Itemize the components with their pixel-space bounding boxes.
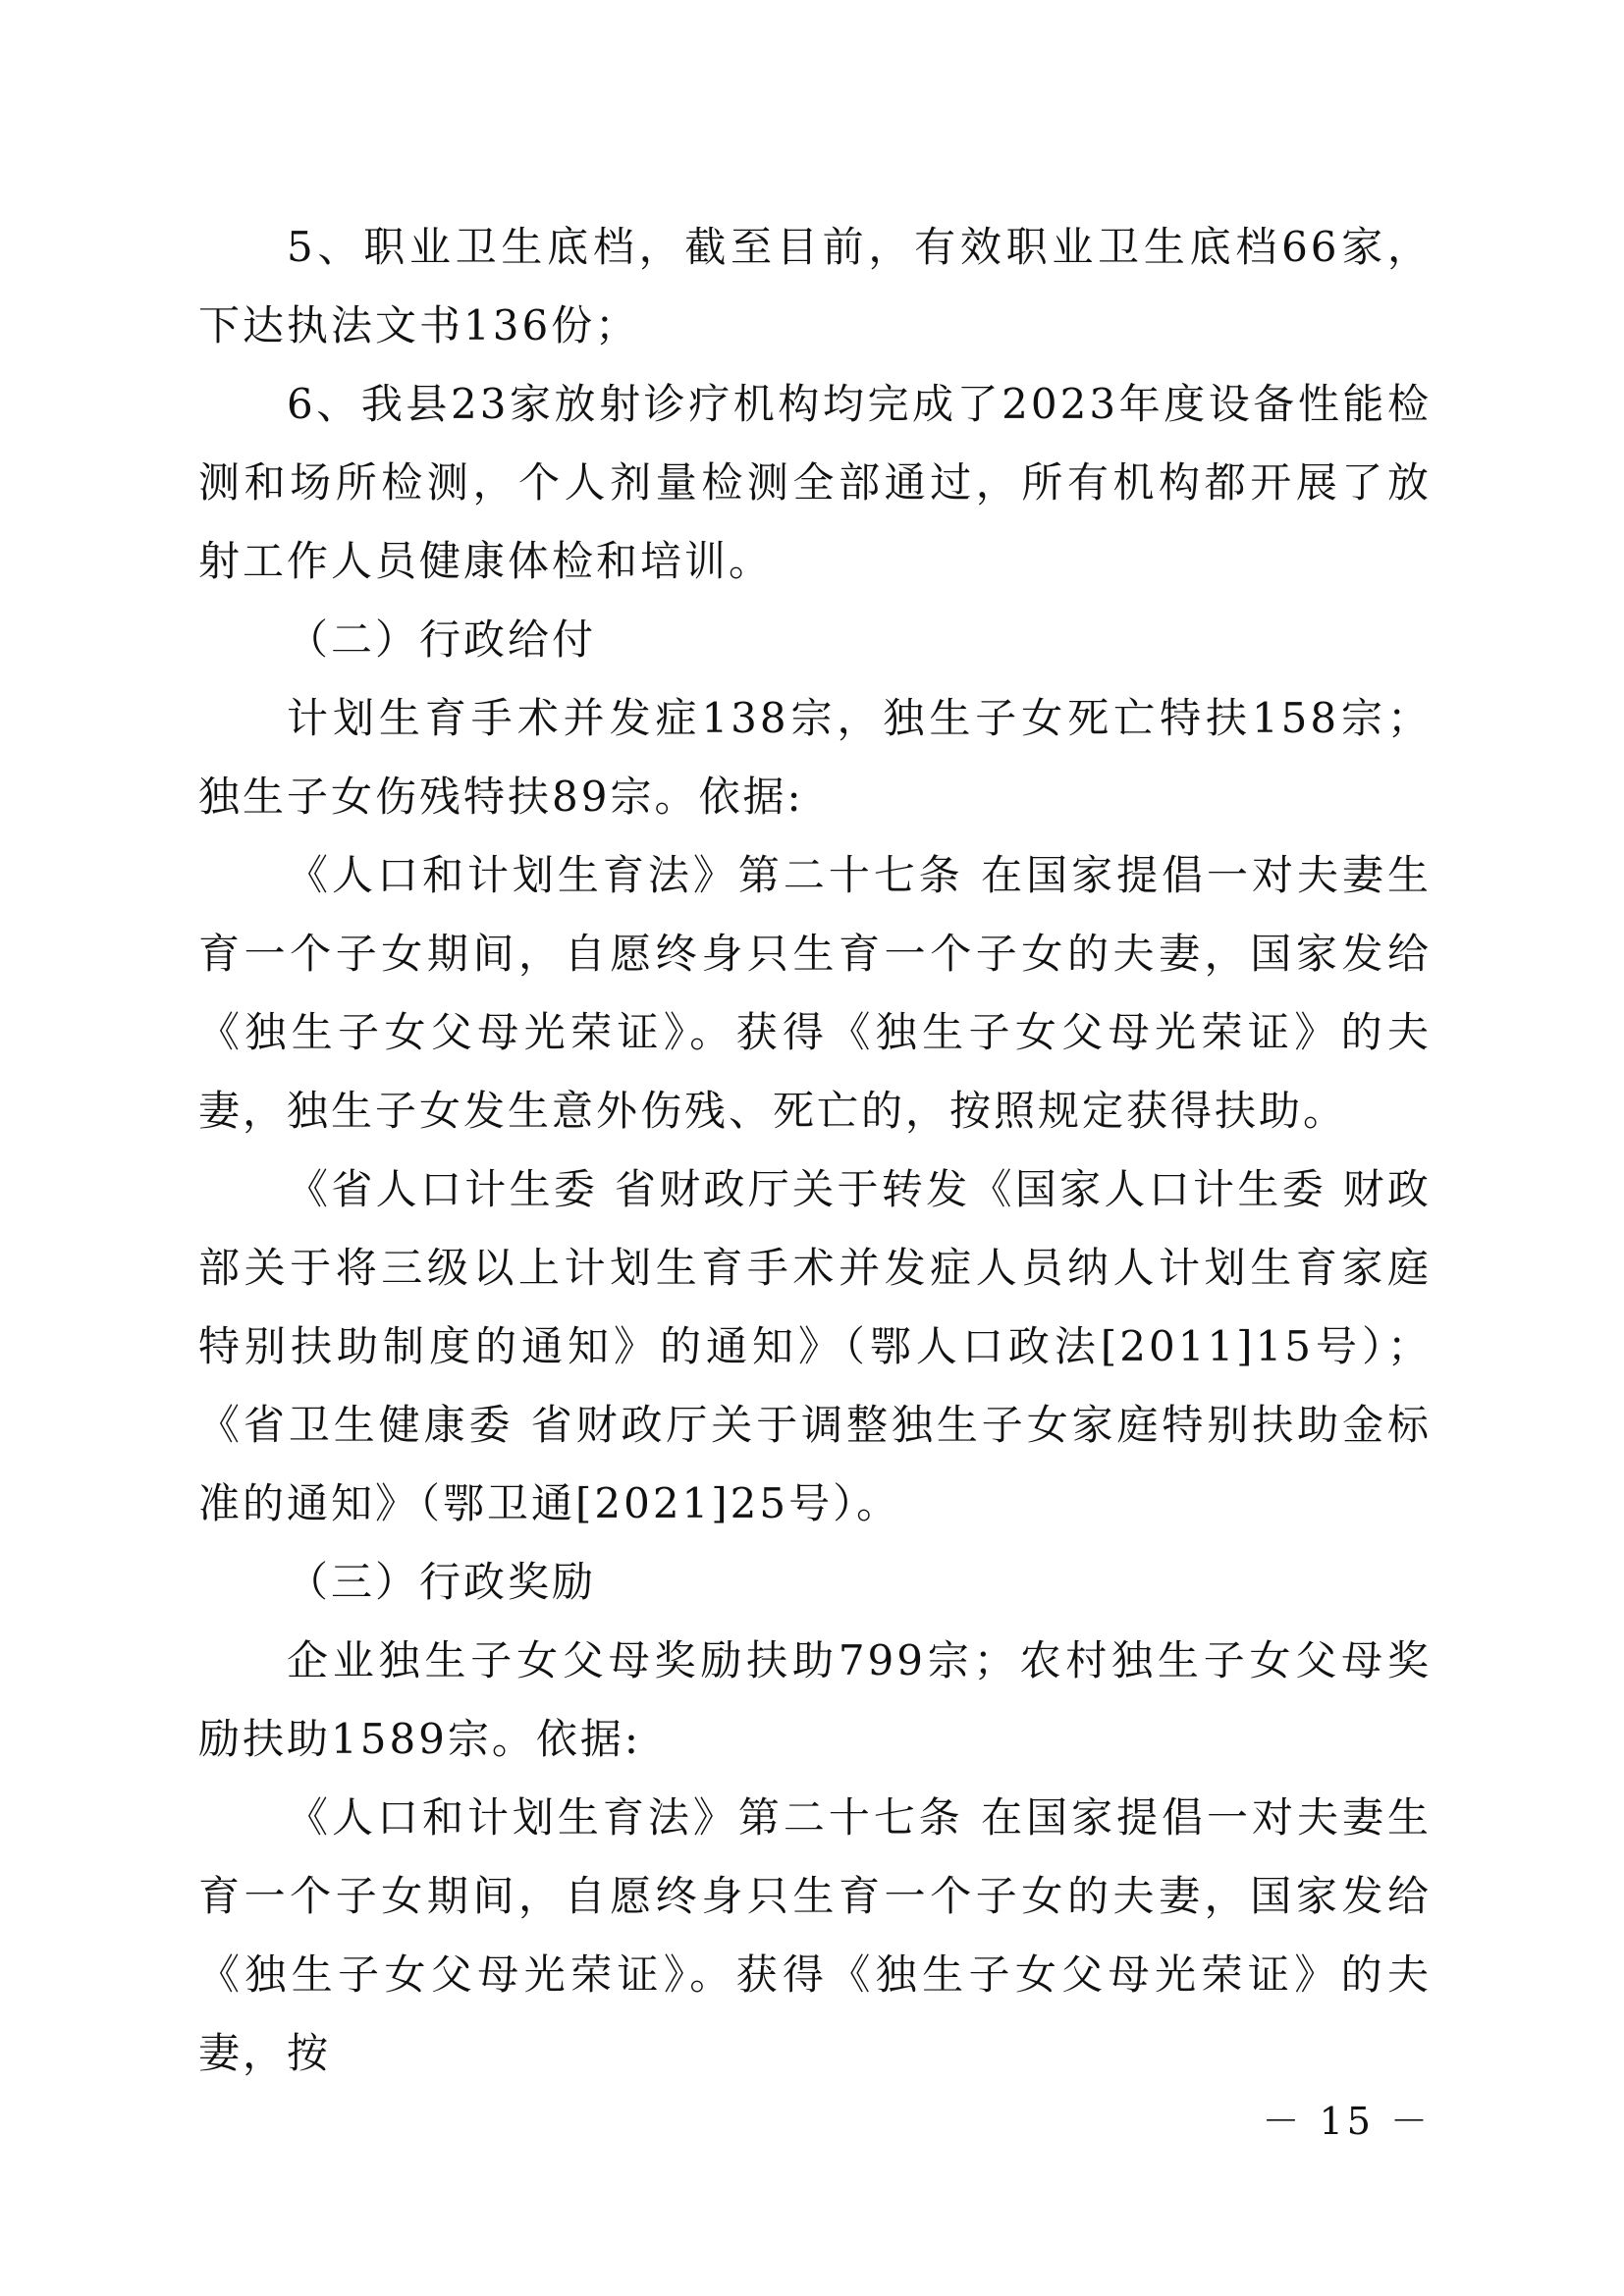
paragraph-law-article-27-repeat: 《人口和计划生育法》第二十七条 在国家提倡一对夫妻生育一个子女期间，自愿终身只生育一个子女的夫妻，国家发给《独生子女父母光荣证》。获得《独生子女父母光荣证》的夫妻，按: [198, 1793, 1432, 2077]
paragraph-reward-summary: 企业独生子女父母奖励扶助799宗；农村独生子女父母奖励扶助1589宗。依据:: [198, 1636, 1432, 1763]
paragraph-provincial-notices: 《省人口计生委 省财政厅关于转发《国家人口计生委 财政部关于将三级以上计划生育手术并发症人员纳人计划生育家庭特别扶助制度的通知》的通知》（鄂人口政法[2011]15号）；《省卫生健康委 省财政厅关于调整独生子女家庭特别扶助金标准的通知》（鄂卫通[2021]25号）。: [198, 1165, 1432, 1527]
paragraph-law-article-27: 《人口和计划生育法》第二十七条 在国家提倡一对夫妻生育一个子女期间，自愿终身只生育一个子女的夫妻，国家发给《独生子女父母光荣证》。获得《独生子女父母光荣证》的夫妻，独生子女发生意外伤残、死亡的，按照规定获得扶助。: [198, 851, 1432, 1135]
section-heading-administrative-payment: （二）行政给付: [287, 615, 597, 664]
paragraph-item-6: 6、我县23家放射诊疗机构均完成了2023年度设备性能检测和场所检测，个人剂量检测全部通过，所有机构都开展了放射工作人员健康体检和培训。: [198, 380, 1432, 585]
page-number: － 15 －: [1262, 2100, 1432, 2143]
paragraph-payment-summary: 计划生育手术并发症138宗，独生子女死亡特扶158宗；独生子女伤残特扶89宗。依据:: [198, 694, 1432, 821]
paragraph-item-5: 5、职业卫生底档，截至目前，有效职业卫生底档66家，下达执法文书136份；: [198, 223, 1432, 349]
body-text: [198, 208, 1432, 2093]
section-heading-administrative-reward: （三）行政奖励: [287, 1558, 597, 1606]
